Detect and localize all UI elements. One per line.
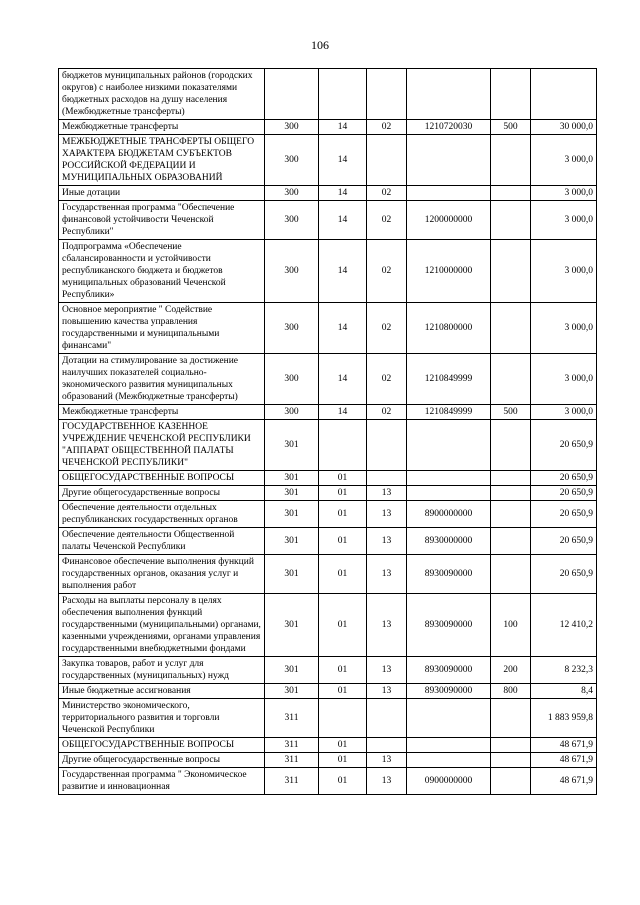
- subsection-code-cell: 02: [367, 201, 407, 240]
- section-code-cell: [319, 69, 367, 120]
- table-row: [59, 186, 597, 201]
- amount-cell: [531, 69, 597, 120]
- subsection-code-cell: [367, 471, 407, 486]
- table-body: [59, 69, 597, 795]
- section-code-cell: 01: [319, 594, 367, 657]
- table-row: [59, 684, 597, 699]
- grbs-code-cell: 300: [265, 120, 319, 135]
- expense-type-code-cell: [491, 738, 531, 753]
- subsection-code-cell: [367, 69, 407, 120]
- table-row: [59, 201, 597, 240]
- target-item-code-cell: [407, 699, 491, 738]
- table-row: [59, 699, 597, 738]
- section-code-cell: 01: [319, 657, 367, 684]
- subsection-code-cell: [367, 420, 407, 471]
- grbs-code-cell: 301: [265, 555, 319, 594]
- grbs-code-cell: 301: [265, 501, 319, 528]
- subsection-code-cell: 13: [367, 753, 407, 768]
- amount-cell: 3 000,0: [531, 186, 597, 201]
- table-row: [59, 420, 597, 471]
- section-code-cell: 14: [319, 405, 367, 420]
- grbs-code-cell: 311: [265, 753, 319, 768]
- target-item-code-cell: 1200000000: [407, 201, 491, 240]
- section-code-cell: 01: [319, 501, 367, 528]
- expense-type-code-cell: 800: [491, 684, 531, 699]
- table-row: [59, 486, 597, 501]
- target-item-code-cell: 1210000000: [407, 240, 491, 303]
- table-row: [59, 69, 597, 120]
- target-item-code-cell: 8930090000: [407, 684, 491, 699]
- amount-cell: 20 650,9: [531, 486, 597, 501]
- row-name-cell: Иные дотации: [59, 186, 265, 201]
- row-name-cell: Обеспечение деятельности отдельных республиканских государственных органов: [59, 501, 265, 528]
- section-code-cell: 01: [319, 738, 367, 753]
- row-name-cell: Дотации на стимулирование за достижение наилучших показателей социально-экономического развития муниципальных образований (Межбюджетные трансферты): [59, 354, 265, 405]
- target-item-code-cell: 8930000000: [407, 528, 491, 555]
- row-name-cell: МЕЖБЮДЖЕТНЫЕ ТРАНСФЕРТЫ ОБЩЕГО ХАРАКТЕРА БЮДЖЕТАМ СУБЪЕКТОВ РОССИЙСКОЙ ФЕДЕРАЦИИ И МУНИЦИПАЛЬНЫХ ОБРАЗОВАНИЙ: [59, 135, 265, 186]
- table-row: [59, 738, 597, 753]
- table-row: [59, 594, 597, 657]
- subsection-code-cell: 13: [367, 528, 407, 555]
- expense-type-code-cell: [491, 135, 531, 186]
- section-code-cell: 01: [319, 753, 367, 768]
- expense-type-code-cell: [491, 303, 531, 354]
- target-item-code-cell: [407, 69, 491, 120]
- section-code-cell: 14: [319, 354, 367, 405]
- subsection-code-cell: 13: [367, 555, 407, 594]
- subsection-code-cell: 13: [367, 768, 407, 795]
- grbs-code-cell: 301: [265, 486, 319, 501]
- expense-type-code-cell: [491, 768, 531, 795]
- grbs-code-cell: 311: [265, 738, 319, 753]
- table-row: [59, 555, 597, 594]
- grbs-code-cell: 301: [265, 657, 319, 684]
- amount-cell: 8 232,3: [531, 657, 597, 684]
- row-name-cell: Закупка товаров, работ и услуг для государственных (муниципальных) нужд: [59, 657, 265, 684]
- grbs-code-cell: 301: [265, 420, 319, 471]
- target-item-code-cell: 1210849999: [407, 405, 491, 420]
- expense-type-code-cell: [491, 471, 531, 486]
- table-row: [59, 135, 597, 186]
- expense-type-code-cell: [491, 69, 531, 120]
- row-name-cell: ГОСУДАРСТВЕННОЕ КАЗЕННОЕ УЧРЕЖДЕНИЕ ЧЕЧЕНСКОЙ РЕСПУБЛИКИ "АППАРАТ ОБЩЕСТВЕННОЙ ПАЛАТЫ ЧЕЧЕНСКОЙ РЕСПУБЛИКИ": [59, 420, 265, 471]
- target-item-code-cell: 1210849999: [407, 354, 491, 405]
- table-row: [59, 753, 597, 768]
- section-code-cell: 01: [319, 555, 367, 594]
- subsection-code-cell: 13: [367, 594, 407, 657]
- target-item-code-cell: 1210800000: [407, 303, 491, 354]
- expense-type-code-cell: [491, 501, 531, 528]
- target-item-code-cell: [407, 753, 491, 768]
- grbs-code-cell: 311: [265, 699, 319, 738]
- amount-cell: 20 650,9: [531, 420, 597, 471]
- section-code-cell: 01: [319, 471, 367, 486]
- expense-type-code-cell: [491, 240, 531, 303]
- table-row: [59, 471, 597, 486]
- target-item-code-cell: [407, 186, 491, 201]
- row-name-cell: Подпрограмма «Обеспечение сбалансированности и устойчивости республиканского бюджета и бюджетов муниципальных образований Чеченской Республики»: [59, 240, 265, 303]
- target-item-code-cell: 0900000000: [407, 768, 491, 795]
- subsection-code-cell: [367, 135, 407, 186]
- amount-cell: 20 650,9: [531, 471, 597, 486]
- amount-cell: 3 000,0: [531, 354, 597, 405]
- grbs-code-cell: 311: [265, 768, 319, 795]
- section-code-cell: 01: [319, 768, 367, 795]
- target-item-code-cell: 8900000000: [407, 501, 491, 528]
- amount-cell: 48 671,9: [531, 738, 597, 753]
- amount-cell: 30 000,0: [531, 120, 597, 135]
- amount-cell: 20 650,9: [531, 501, 597, 528]
- grbs-code-cell: 300: [265, 201, 319, 240]
- row-name-cell: ОБЩЕГОСУДАРСТВЕННЫЕ ВОПРОСЫ: [59, 471, 265, 486]
- table-row: [59, 657, 597, 684]
- amount-cell: 12 410,2: [531, 594, 597, 657]
- subsection-code-cell: 02: [367, 303, 407, 354]
- expense-type-code-cell: [491, 201, 531, 240]
- expense-type-code-cell: [491, 420, 531, 471]
- subsection-code-cell: 02: [367, 405, 407, 420]
- target-item-code-cell: [407, 486, 491, 501]
- table-row: [59, 501, 597, 528]
- amount-cell: 3 000,0: [531, 240, 597, 303]
- table-row: [59, 528, 597, 555]
- amount-cell: 48 671,9: [531, 753, 597, 768]
- expense-type-code-cell: 100: [491, 594, 531, 657]
- subsection-code-cell: [367, 699, 407, 738]
- table-row: [59, 354, 597, 405]
- table-row: [59, 120, 597, 135]
- section-code-cell: 14: [319, 120, 367, 135]
- table-row: [59, 303, 597, 354]
- expense-type-code-cell: [491, 555, 531, 594]
- expense-type-code-cell: [491, 699, 531, 738]
- grbs-code-cell: 300: [265, 240, 319, 303]
- expense-type-code-cell: 500: [491, 120, 531, 135]
- grbs-code-cell: [265, 69, 319, 120]
- subsection-code-cell: 13: [367, 486, 407, 501]
- grbs-code-cell: 301: [265, 594, 319, 657]
- section-code-cell: [319, 699, 367, 738]
- section-code-cell: 01: [319, 684, 367, 699]
- expense-type-code-cell: [491, 486, 531, 501]
- section-code-cell: [319, 420, 367, 471]
- row-name-cell: Иные бюджетные ассигнования: [59, 684, 265, 699]
- amount-cell: 3 000,0: [531, 201, 597, 240]
- subsection-code-cell: [367, 738, 407, 753]
- grbs-code-cell: 300: [265, 186, 319, 201]
- row-name-cell: Обеспечение деятельности Общественной палаты Чеченской Республики: [59, 528, 265, 555]
- table-row: [59, 768, 597, 795]
- section-code-cell: 14: [319, 135, 367, 186]
- subsection-code-cell: 13: [367, 684, 407, 699]
- amount-cell: 48 671,9: [531, 768, 597, 795]
- page-number: 106: [311, 38, 329, 52]
- row-name-cell: Межбюджетные трансферты: [59, 120, 265, 135]
- row-name-cell: Министерство экономического, территориального развития и торговли Чеченской Республики: [59, 699, 265, 738]
- target-item-code-cell: 8930090000: [407, 657, 491, 684]
- row-name-cell: Другие общегосударственные вопросы: [59, 486, 265, 501]
- grbs-code-cell: 301: [265, 528, 319, 555]
- row-name-cell: ОБЩЕГОСУДАРСТВЕННЫЕ ВОПРОСЫ: [59, 738, 265, 753]
- subsection-code-cell: 02: [367, 240, 407, 303]
- section-code-cell: 14: [319, 201, 367, 240]
- subsection-code-cell: 13: [367, 501, 407, 528]
- row-name-cell: бюджетов муниципальных районов (городских округов) с наиболее низкими показателями бюджетных расходов на душу населения (Межбюджетные трансферты): [59, 69, 265, 120]
- expense-type-code-cell: 500: [491, 405, 531, 420]
- grbs-code-cell: 300: [265, 405, 319, 420]
- grbs-code-cell: 301: [265, 684, 319, 699]
- subsection-code-cell: 02: [367, 186, 407, 201]
- amount-cell: 8,4: [531, 684, 597, 699]
- section-code-cell: 01: [319, 486, 367, 501]
- expense-type-code-cell: [491, 753, 531, 768]
- row-name-cell: Финансовое обеспечение выполнения функций государственных органов, оказания услуг и выполнения работ: [59, 555, 265, 594]
- expense-type-code-cell: [491, 354, 531, 405]
- budget-table: [58, 68, 597, 795]
- expense-type-code-cell: [491, 528, 531, 555]
- target-item-code-cell: [407, 471, 491, 486]
- grbs-code-cell: 300: [265, 354, 319, 405]
- row-name-cell: Государственная программа " Экономическое развитие и инновационная: [59, 768, 265, 795]
- section-code-cell: 01: [319, 528, 367, 555]
- table-row: [59, 240, 597, 303]
- row-name-cell: Государственная программа "Обеспечение финансовой устойчивости Чеченской Республики": [59, 201, 265, 240]
- subsection-code-cell: 13: [367, 657, 407, 684]
- subsection-code-cell: 02: [367, 120, 407, 135]
- amount-cell: 1 883 959,8: [531, 699, 597, 738]
- target-item-code-cell: [407, 738, 491, 753]
- row-name-cell: Расходы на выплаты персоналу в целях обеспечения выполнения функций государственными (муниципальными) органами, казенными учреждениями, органами управления государственными внебюджетными фондами: [59, 594, 265, 657]
- expense-type-code-cell: [491, 186, 531, 201]
- row-name-cell: Межбюджетные трансферты: [59, 405, 265, 420]
- grbs-code-cell: 300: [265, 135, 319, 186]
- subsection-code-cell: 02: [367, 354, 407, 405]
- target-item-code-cell: 8930090000: [407, 555, 491, 594]
- amount-cell: 3 000,0: [531, 303, 597, 354]
- section-code-cell: 14: [319, 303, 367, 354]
- section-code-cell: 14: [319, 240, 367, 303]
- row-name-cell: Другие общегосударственные вопросы: [59, 753, 265, 768]
- table-row: [59, 405, 597, 420]
- grbs-code-cell: 301: [265, 471, 319, 486]
- row-name-cell: Основное мероприятие " Содействие повышению качества управления государственными и муниципальными финансами": [59, 303, 265, 354]
- amount-cell: 20 650,9: [531, 528, 597, 555]
- target-item-code-cell: 8930090000: [407, 594, 491, 657]
- target-item-code-cell: 1210720030: [407, 120, 491, 135]
- amount-cell: 3 000,0: [531, 405, 597, 420]
- amount-cell: 3 000,0: [531, 135, 597, 186]
- target-item-code-cell: [407, 420, 491, 471]
- amount-cell: 20 650,9: [531, 555, 597, 594]
- target-item-code-cell: [407, 135, 491, 186]
- section-code-cell: 14: [319, 186, 367, 201]
- expense-type-code-cell: 200: [491, 657, 531, 684]
- grbs-code-cell: 300: [265, 303, 319, 354]
